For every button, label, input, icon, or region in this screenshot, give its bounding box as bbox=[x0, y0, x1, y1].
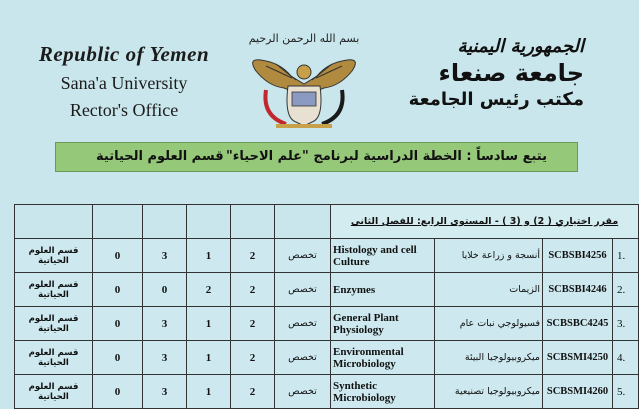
course-name-ar-cell: فسيولوجي نبات عام bbox=[435, 307, 543, 341]
office-name: Rector's Office bbox=[69, 100, 179, 120]
lab-hours-cell: 0 bbox=[93, 273, 143, 307]
program-banner bbox=[55, 142, 578, 172]
table-row bbox=[15, 341, 639, 375]
lab-hours-cell: 0 bbox=[93, 239, 143, 273]
lecture-hours-cell: 1 bbox=[187, 341, 231, 375]
table-row bbox=[15, 307, 639, 341]
lab-hours-cell: 0 bbox=[93, 375, 143, 409]
credit-hours-cell: 2 bbox=[231, 273, 275, 307]
course-name-ar-cell: الزيمات bbox=[435, 273, 543, 307]
course-name-ar-cell: أنسجة و زراعة خلايا bbox=[435, 239, 543, 273]
course-type-cell: تخصص bbox=[275, 307, 331, 341]
course-code-cell: SCBSBC4245 bbox=[543, 307, 613, 341]
course-type-cell: تخصص bbox=[275, 375, 331, 409]
course-code-cell: SCBSMI4260 bbox=[543, 375, 613, 409]
department-label: قسم العلوم الحياتية bbox=[96, 149, 224, 164]
table-row bbox=[15, 375, 639, 409]
program-title: يتبع سادساً : الخطة الدراسية لبرنامج "علم الاحياء" bbox=[226, 149, 547, 164]
lecture-hours-cell: 1 bbox=[187, 307, 231, 341]
course-name-ar-cell: ميكروبيولوجيا تصنيعية bbox=[435, 375, 543, 409]
course-name-en-cell: Synthetic Microbiology bbox=[331, 375, 435, 409]
yemen-eagle-emblem bbox=[236, 26, 372, 136]
practical-hours-cell: 3 bbox=[143, 307, 187, 341]
practical-hours-cell: 3 bbox=[143, 375, 187, 409]
course-name-en-cell: Histology and cell Culture bbox=[331, 239, 435, 273]
office-name-ar: مكتب رئيس الجامعة bbox=[408, 89, 584, 110]
arabic-letterhead bbox=[398, 36, 584, 110]
table-caption: مقرر اختياري ( 2) و (3 ) - المستوى الرابع: للفصل الثاني bbox=[331, 205, 639, 239]
course-table bbox=[14, 204, 626, 409]
department-cell: قسم العلوم الحياتية bbox=[15, 375, 93, 409]
course-code-cell: SCBSBI4256 bbox=[543, 239, 613, 273]
course-code-cell: SCBSBI4246 bbox=[543, 273, 613, 307]
course-name-en-cell: General Plant Physiology bbox=[331, 307, 435, 341]
row-index-cell: 2. bbox=[613, 273, 639, 307]
row-index-cell: 5. bbox=[613, 375, 639, 409]
lecture-hours-cell: 2 bbox=[187, 273, 231, 307]
credit-hours-cell: 2 bbox=[231, 375, 275, 409]
lab-hours-cell: 0 bbox=[93, 341, 143, 375]
department-cell: قسم العلوم الحياتية bbox=[15, 341, 93, 375]
practical-hours-cell: 3 bbox=[143, 341, 187, 375]
practical-hours-cell: 3 bbox=[143, 239, 187, 273]
basmala-calligraphy: بسم الله الرحمن الرحيم bbox=[248, 32, 360, 45]
department-cell: قسم العلوم الحياتية bbox=[15, 273, 93, 307]
university-name: Sana'a University bbox=[60, 73, 188, 93]
row-index-cell: 1. bbox=[613, 239, 639, 273]
course-type-cell: تخصص bbox=[275, 341, 331, 375]
course-code-cell: SCBSMI4250 bbox=[543, 341, 613, 375]
course-type-cell: تخصص bbox=[275, 273, 331, 307]
english-letterhead bbox=[24, 42, 224, 121]
row-index-cell: 3. bbox=[613, 307, 639, 341]
course-name-ar-cell: ميكروبيولوجيا البيئة bbox=[435, 341, 543, 375]
country-name: Republic of Yemen bbox=[38, 42, 210, 66]
course-name-en-cell: Environmental Microbiology bbox=[331, 341, 435, 375]
university-name-ar: جامعة صنعاء bbox=[438, 59, 584, 87]
credit-hours-cell: 2 bbox=[231, 239, 275, 273]
lecture-hours-cell: 1 bbox=[187, 239, 231, 273]
department-cell: قسم العلوم الحياتية bbox=[15, 307, 93, 341]
course-type-cell: تخصص bbox=[275, 239, 331, 273]
lecture-hours-cell: 1 bbox=[187, 375, 231, 409]
practical-hours-cell: 0 bbox=[143, 273, 187, 307]
credit-hours-cell: 2 bbox=[231, 307, 275, 341]
course-name-en-cell: Enzymes bbox=[331, 273, 435, 307]
table-row bbox=[15, 239, 639, 273]
lab-hours-cell: 0 bbox=[93, 307, 143, 341]
country-name-ar: الجمهورية اليمنية bbox=[457, 36, 584, 57]
department-cell: قسم العلوم الحياتية bbox=[15, 239, 93, 273]
table-row bbox=[15, 273, 639, 307]
credit-hours-cell: 2 bbox=[231, 341, 275, 375]
row-index-cell: 4. bbox=[613, 341, 639, 375]
